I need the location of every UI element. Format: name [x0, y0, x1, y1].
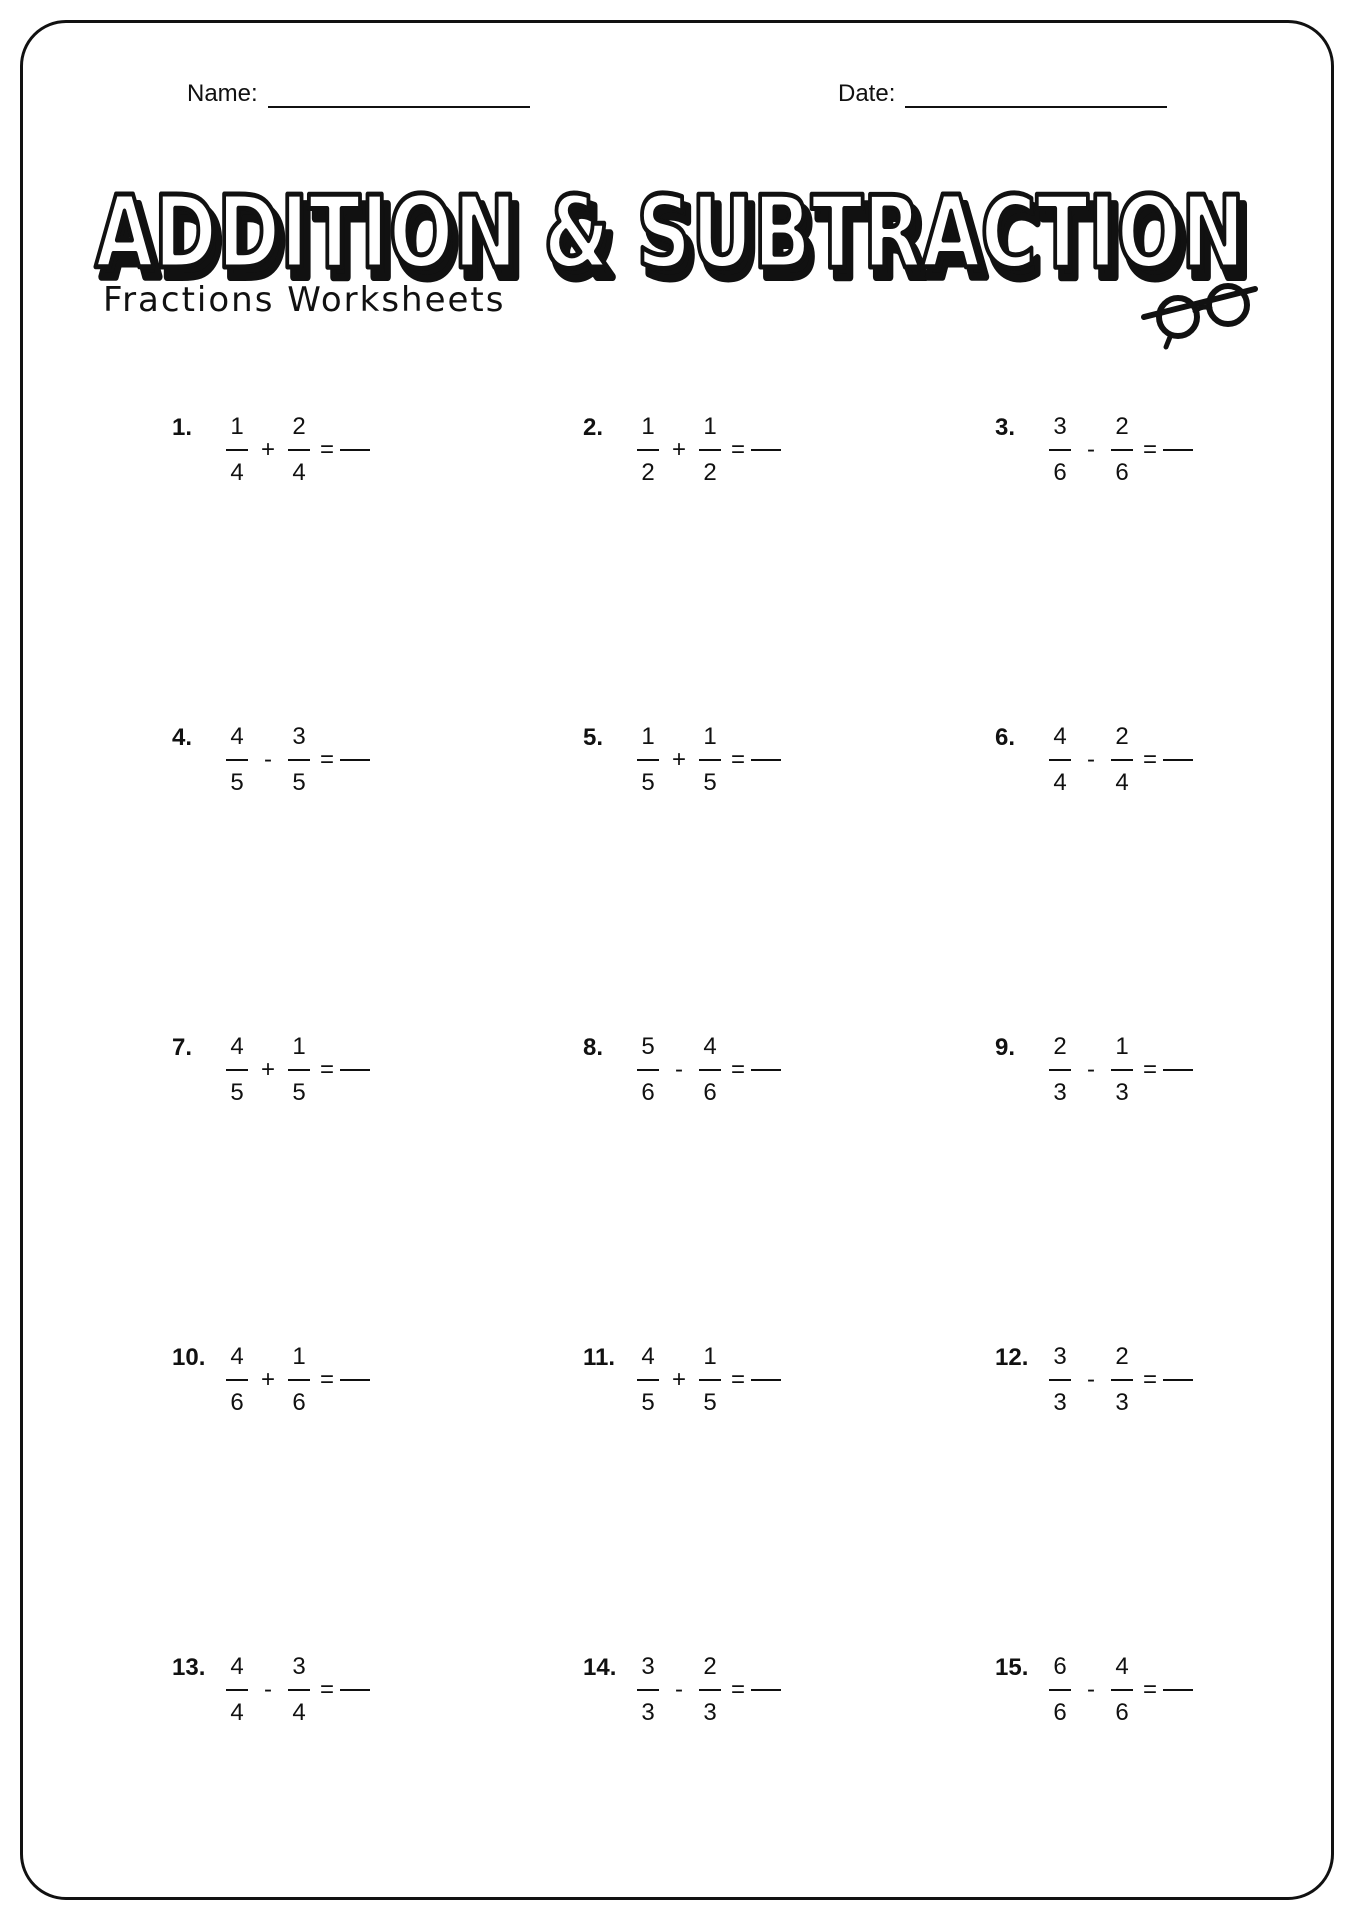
fraction-b: [1107, 1031, 1137, 1109]
fraction-bar: [1111, 1689, 1133, 1691]
fraction-b: [1107, 411, 1137, 489]
numerator: 1: [230, 413, 244, 440]
problem-item: [172, 1030, 370, 1110]
numerator: 1: [703, 413, 717, 440]
fraction-a: [633, 1651, 663, 1729]
fraction-a: [222, 1031, 252, 1109]
problem-item: [995, 720, 1193, 800]
denominator: 5: [641, 769, 655, 796]
numerator: 1: [641, 413, 655, 440]
fraction-bar: [699, 1069, 721, 1071]
denominator: 6: [703, 1079, 717, 1106]
problem-item: [583, 720, 781, 800]
denominator: 6: [1053, 459, 1067, 486]
name-label: Name:: [187, 80, 258, 107]
fraction-bar: [288, 449, 310, 451]
fraction-bar: [699, 1689, 721, 1691]
denominator: 3: [1053, 1079, 1067, 1106]
numerator: 2: [1115, 723, 1129, 750]
fraction-bar: [226, 759, 248, 761]
numerator: 4: [1053, 723, 1067, 750]
numerator: 4: [641, 1343, 655, 1370]
problem-number: 15.: [995, 1654, 1029, 1681]
problem-number: 8.: [583, 1034, 604, 1061]
fraction-a: [633, 721, 663, 799]
answer-blank[interactable]: [340, 449, 370, 451]
numerator: 2: [1053, 1033, 1067, 1060]
problem-item: [172, 1340, 370, 1420]
equals-sign: =: [1142, 436, 1157, 463]
worksheet-subtitle: Fractions Worksheets: [103, 280, 506, 320]
operator: -: [264, 1676, 272, 1703]
operator: -: [1087, 1366, 1095, 1393]
fraction-bar: [1049, 759, 1071, 761]
denominator: 6: [292, 1389, 306, 1416]
denominator: 4: [230, 1699, 244, 1726]
fraction-bar: [637, 1379, 659, 1381]
answer-blank[interactable]: [751, 449, 781, 451]
denominator: 5: [703, 1389, 717, 1416]
fraction-bar: [1111, 759, 1133, 761]
fraction-bar: [288, 1379, 310, 1381]
numerator: 2: [1115, 413, 1129, 440]
equals-sign: =: [1142, 1676, 1157, 1703]
problem-item: [995, 1340, 1193, 1420]
fraction-bar: [637, 759, 659, 761]
operator: +: [260, 1366, 275, 1393]
answer-blank[interactable]: [1163, 1069, 1193, 1071]
fraction-b: [284, 1341, 314, 1419]
fraction-a: [633, 1341, 663, 1419]
denominator: 4: [292, 459, 306, 486]
numerator: 1: [703, 1343, 717, 1370]
denominator: 5: [230, 769, 244, 796]
numerator: 2: [292, 413, 306, 440]
answer-blank[interactable]: [1163, 759, 1193, 761]
denominator: 6: [1115, 459, 1129, 486]
denominator: 5: [230, 1079, 244, 1106]
name-field[interactable]: [187, 80, 530, 108]
fraction-bar: [226, 1689, 248, 1691]
fraction-bar: [1049, 1379, 1071, 1381]
numerator: 4: [230, 1343, 244, 1370]
answer-blank[interactable]: [1163, 449, 1193, 451]
equals-sign: =: [1142, 1366, 1157, 1393]
operator: -: [1087, 436, 1095, 463]
denominator: 5: [641, 1389, 655, 1416]
fraction-bar: [226, 449, 248, 451]
numerator: 5: [641, 1033, 655, 1060]
problem-item: [583, 410, 781, 490]
answer-blank[interactable]: [751, 1379, 781, 1381]
problem-item: [172, 720, 370, 800]
fraction-a: [222, 411, 252, 489]
operator: -: [1087, 746, 1095, 773]
problem-number: 5.: [583, 724, 604, 751]
denominator: 2: [641, 459, 655, 486]
problem-item: [995, 410, 1193, 490]
name-blank-line[interactable]: [268, 82, 530, 108]
fraction-bar: [1049, 1689, 1071, 1691]
fraction-b: [284, 411, 314, 489]
answer-blank[interactable]: [340, 759, 370, 761]
denominator: 3: [1115, 1079, 1129, 1106]
answer-blank[interactable]: [751, 1069, 781, 1071]
date-label: Date:: [838, 80, 896, 107]
denominator: 3: [1115, 1389, 1129, 1416]
problem-number: 1.: [172, 414, 193, 441]
numerator: 2: [703, 1653, 717, 1680]
numerator: 3: [1053, 413, 1067, 440]
fraction-b: [284, 1031, 314, 1109]
fraction-bar: [1111, 1379, 1133, 1381]
problem-number: 13.: [172, 1654, 206, 1681]
operator: +: [671, 746, 686, 773]
fraction-a: [1045, 1031, 1075, 1109]
numerator: 1: [292, 1033, 306, 1060]
problem-number: 6.: [995, 724, 1016, 751]
denominator: 4: [230, 459, 244, 486]
problem-item: [583, 1340, 781, 1420]
fraction-a: [222, 721, 252, 799]
operator: -: [675, 1676, 683, 1703]
numerator: 2: [1115, 1343, 1129, 1370]
fraction-bar: [637, 1069, 659, 1071]
operator: -: [264, 746, 272, 773]
denominator: 6: [230, 1389, 244, 1416]
numerator: 1: [703, 723, 717, 750]
fraction-a: [222, 1651, 252, 1729]
fraction-bar: [699, 759, 721, 761]
equals-sign: =: [730, 1056, 745, 1083]
operator: +: [671, 1366, 686, 1393]
denominator: 6: [1115, 1699, 1129, 1726]
numerator: 4: [230, 723, 244, 750]
numerator: 4: [703, 1033, 717, 1060]
numerator: 3: [292, 1653, 306, 1680]
operator: +: [260, 1056, 275, 1083]
numerator: 3: [292, 723, 306, 750]
fraction-a: [1045, 1651, 1075, 1729]
fraction-bar: [699, 449, 721, 451]
problem-number: 2.: [583, 414, 604, 441]
denominator: 4: [292, 1699, 306, 1726]
fraction-bar: [226, 1379, 248, 1381]
equals-sign: =: [1142, 1056, 1157, 1083]
date-blank-line[interactable]: [905, 82, 1167, 108]
equals-sign: =: [730, 746, 745, 773]
denominator: 3: [641, 1699, 655, 1726]
answer-blank[interactable]: [751, 759, 781, 761]
date-field[interactable]: [838, 80, 1167, 108]
numerator: 4: [230, 1033, 244, 1060]
fraction-bar: [699, 1379, 721, 1381]
fraction-bar: [1111, 449, 1133, 451]
fraction-b: [695, 1031, 725, 1109]
problem-number: 12.: [995, 1344, 1029, 1371]
glasses-icon: [1140, 275, 1260, 355]
fraction-bar: [226, 1069, 248, 1071]
equals-sign: =: [319, 1676, 334, 1703]
equals-sign: =: [319, 436, 334, 463]
numerator: 1: [641, 723, 655, 750]
answer-blank[interactable]: [1163, 1379, 1193, 1381]
fraction-b: [1107, 1651, 1137, 1729]
operator: +: [260, 436, 275, 463]
problem-number: 3.: [995, 414, 1016, 441]
numerator: 4: [1115, 1653, 1129, 1680]
operator: -: [1087, 1676, 1095, 1703]
answer-blank[interactable]: [340, 1069, 370, 1071]
equals-sign: =: [730, 1366, 745, 1393]
answer-blank[interactable]: [751, 1689, 781, 1691]
numerator: 1: [292, 1343, 306, 1370]
problem-item: [583, 1650, 781, 1730]
denominator: 4: [1053, 769, 1067, 796]
answer-blank[interactable]: [340, 1689, 370, 1691]
fraction-b: [284, 721, 314, 799]
denominator: 5: [292, 1079, 306, 1106]
fraction-b: [1107, 721, 1137, 799]
fraction-b: [284, 1651, 314, 1729]
fraction-a: [222, 1341, 252, 1419]
denominator: 6: [641, 1079, 655, 1106]
denominator: 3: [703, 1699, 717, 1726]
problem-item: [583, 1030, 781, 1110]
fraction-a: [633, 1031, 663, 1109]
denominator: 5: [292, 769, 306, 796]
fraction-bar: [637, 449, 659, 451]
problem-number: 10.: [172, 1344, 206, 1371]
equals-sign: =: [1142, 746, 1157, 773]
fraction-bar: [288, 1689, 310, 1691]
fraction-bar: [1049, 1069, 1071, 1071]
equals-sign: =: [730, 1676, 745, 1703]
denominator: 5: [703, 769, 717, 796]
equals-sign: =: [319, 1056, 334, 1083]
equals-sign: =: [730, 436, 745, 463]
problem-item: [995, 1650, 1193, 1730]
fraction-bar: [637, 1689, 659, 1691]
problem-number: 7.: [172, 1034, 193, 1061]
title-text: ADDITION & SUBTRACTION: [95, 174, 1245, 291]
fraction-a: [633, 411, 663, 489]
numerator: 4: [230, 1653, 244, 1680]
problem-number: 14.: [583, 1654, 617, 1681]
answer-blank[interactable]: [340, 1379, 370, 1381]
numerator: 6: [1053, 1653, 1067, 1680]
fraction-b: [695, 721, 725, 799]
fraction-b: [695, 1341, 725, 1419]
numerator: 1: [1115, 1033, 1129, 1060]
problem-item: [172, 1650, 370, 1730]
denominator: 3: [1053, 1389, 1067, 1416]
problem-number: 4.: [172, 724, 193, 751]
numerator: 3: [1053, 1343, 1067, 1370]
operator: -: [1087, 1056, 1095, 1083]
fraction-bar: [288, 1069, 310, 1071]
answer-blank[interactable]: [1163, 1689, 1193, 1691]
fraction-b: [695, 411, 725, 489]
fraction-a: [1045, 1341, 1075, 1419]
denominator: 6: [1053, 1699, 1067, 1726]
fraction-bar: [288, 759, 310, 761]
denominator: 2: [703, 459, 717, 486]
fraction-bar: [1111, 1069, 1133, 1071]
fraction-b: [695, 1651, 725, 1729]
problem-number: 9.: [995, 1034, 1016, 1061]
numerator: 3: [641, 1653, 655, 1680]
equals-sign: =: [319, 1366, 334, 1393]
equals-sign: =: [319, 746, 334, 773]
operator: +: [671, 436, 686, 463]
fraction-a: [1045, 411, 1075, 489]
problem-item: [172, 410, 370, 490]
fraction-bar: [1049, 449, 1071, 451]
problem-number: 11.: [583, 1344, 616, 1371]
title-shadow: ADDITION & SUBTRACTION: [101, 184, 1251, 301]
fraction-b: [1107, 1341, 1137, 1419]
fraction-a: [1045, 721, 1075, 799]
problem-item: [995, 1030, 1193, 1110]
denominator: 4: [1115, 769, 1129, 796]
operator: -: [675, 1056, 683, 1083]
